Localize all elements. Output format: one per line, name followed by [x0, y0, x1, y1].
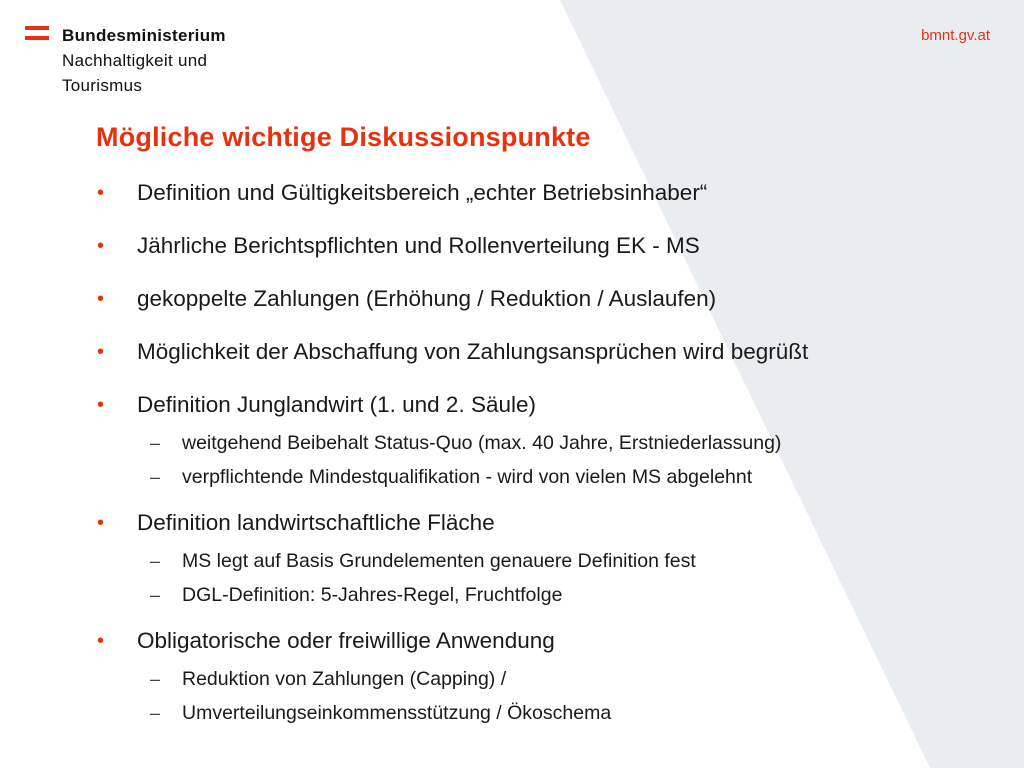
list-item-text: gekoppelte Zahlungen (Erhöhung / Reduktion / Auslaufen)	[137, 286, 717, 311]
header	[0, 0, 1024, 100]
list-item-text: Möglichkeit der Abschaffung von Zahlungsansprüchen wird begrüßt	[137, 339, 809, 364]
list-item	[96, 229, 996, 263]
ministry-name-line-3: Tourismus	[62, 76, 143, 95]
list-item	[96, 335, 996, 369]
list-item	[96, 506, 996, 612]
austria-flag-icon	[25, 26, 49, 42]
sub-item-text: DGL-Definition: 5-Jahres-Regel, Fruchtfolge	[182, 584, 563, 606]
dash-icon: –	[150, 551, 161, 571]
sub-item-text: verpflichtende Mindestqualifikation - wird von vielen MS abgelehnt	[182, 466, 753, 488]
bullet-icon: •	[97, 235, 105, 257]
bullet-icon: •	[97, 630, 105, 652]
bullet-icon: •	[97, 512, 105, 534]
list-item-text: Definition Junglandwirt (1. und 2. Säule)	[137, 392, 536, 417]
list-item	[96, 282, 996, 316]
dash-icon: –	[150, 703, 161, 723]
sub-item-text: Umverteilungseinkommensstützung / Ökoschema	[182, 702, 612, 724]
bullet-icon: •	[97, 394, 105, 416]
list-item-text: Jährliche Berichtspflichten und Rollenverteilung EK - MS	[137, 233, 700, 258]
dash-icon: –	[150, 585, 161, 605]
site-url-link[interactable]: bmnt.gv.at	[921, 27, 990, 44]
sub-item-text: Reduktion von Zahlungen (Capping) /	[182, 668, 507, 690]
list-item-text: Definition und Gültigkeitsbereich „echter Betriebsinhaber“	[137, 180, 708, 205]
sub-item-text: MS legt auf Basis Grundelementen genauere Definition fest	[182, 550, 696, 572]
dash-icon: –	[150, 467, 161, 487]
list-item-text: Obligatorische oder freiwillige Anwendung	[137, 628, 555, 653]
ministry-logo-text	[62, 23, 226, 98]
list-item	[96, 624, 996, 730]
bullet-icon: •	[97, 182, 105, 204]
list-item-text: Definition landwirtschaftliche Fläche	[137, 510, 495, 535]
ministry-name-line-2: Nachhaltigkeit und	[62, 51, 208, 70]
sub-item-text: weitgehend Beibehalt Status-Quo (max. 40 Jahre, Erstniederlassung)	[182, 432, 782, 454]
list-item	[96, 388, 996, 494]
list-item	[96, 176, 996, 210]
bullet-list	[96, 176, 996, 730]
ministry-name-line-1: Bundesministerium	[62, 26, 226, 45]
dash-icon: –	[150, 669, 161, 689]
dash-icon: –	[150, 433, 161, 453]
bullet-icon: •	[97, 341, 105, 363]
slide-title: Mögliche wichtige Diskussionspunkte	[96, 122, 591, 152]
bullet-icon: •	[97, 288, 105, 310]
